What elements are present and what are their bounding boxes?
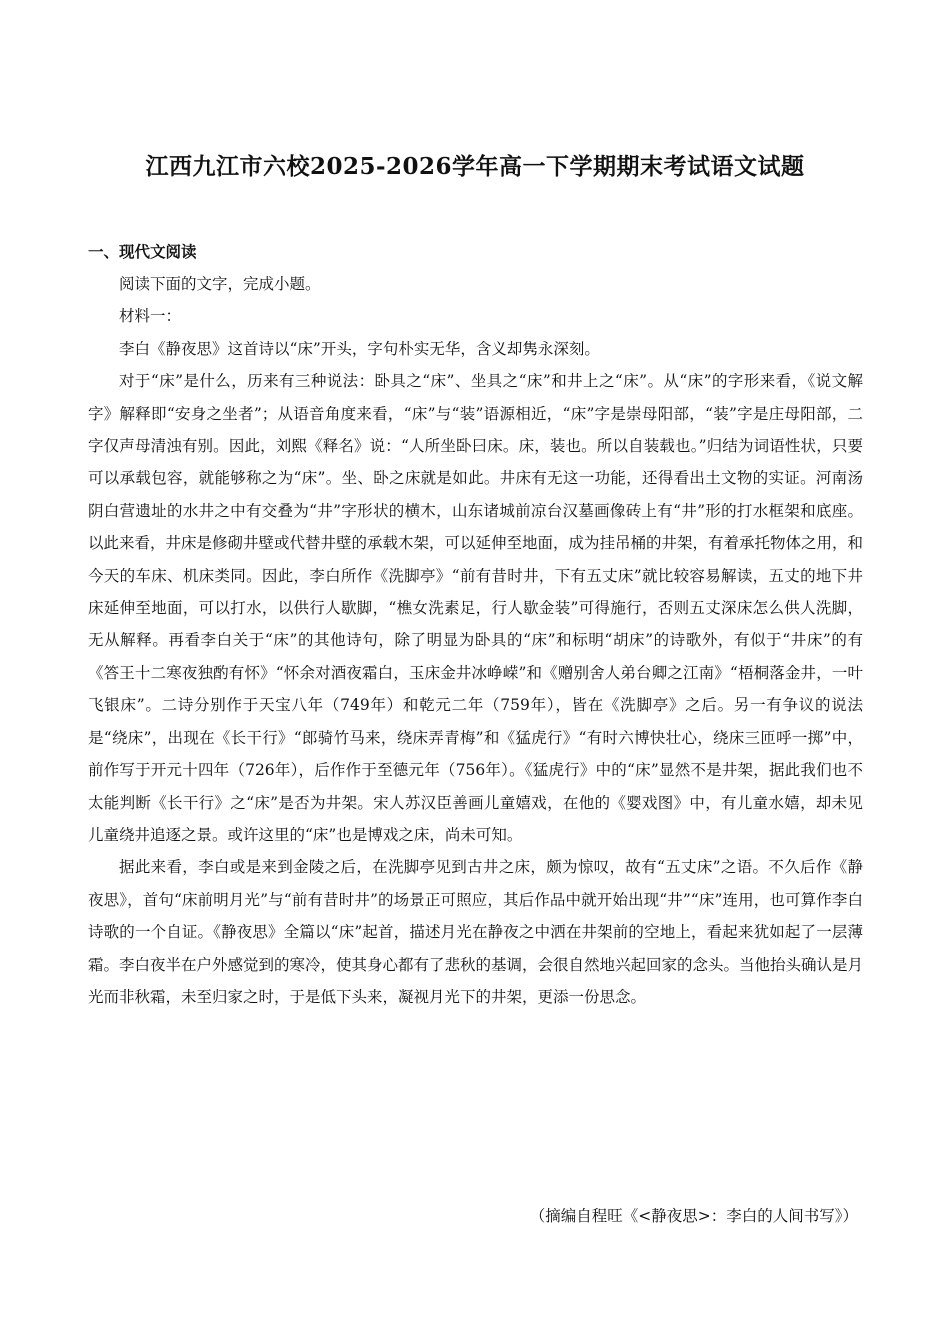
paragraph: 据此来看，李白或是来到金陵之后，在洗脚亭见到古井之床，颇为惊叹，故有“五丈床”之语。不久后作《静夜思》，首句“床前明月光”与“前有昔时井”的场景正可照应，其后作品中就开始出现“井”“床”连用，也可算作李白诗歌的一个自证。《静夜思》全篇以“床”起首，描述月光在静夜之中洒在井架前的空地上，看起来犹如起了一层薄霜。李白夜半在户外感觉到的寒冷，使其身心都有了悲秋的基调，会很自然地兴起回家的念头。当他抬头确认是月光而非秋霜，未至归家之时，于是低下头来，凝视月光下的井架，更添一份思念。 [88, 858, 864, 1006]
paragraph: 李白《静夜思》这首诗以“床”开头，字句朴实无华，含义却隽永深刻。 [119, 339, 600, 358]
material-label: 材料一： [119, 307, 182, 326]
page-title: 江西九江市六校2025-2026学年高一下学期期末考试语文试题 [145, 153, 805, 180]
body-text [88, 268, 863, 1013]
section-heading: 一、现代文阅读 [88, 242, 197, 261]
instruction-paragraph: 阅读下面的文字，完成小题。 [119, 275, 321, 293]
source-citation: （摘编自程旺《<静夜思>：李白的人间书写》） [529, 1207, 858, 1225]
paragraph: 对于“床”是什么，历来有三种说法：卧具之“床”、坐具之“床”和井上之“床”。从“床”的字形来看，《说文解字》解释即“安身之坐者”；从语音角度来看，“床”与“装”语源相近，“床”字是崇母阳部，“装”字是庄母阳部，二字仅声母清浊有别。因此，刘熙《释名》说：“人所坐卧曰床。床，装也。所以自装载也。”归结为词语性状，只要可以承载包容，就能够称之为“床”。坐、卧之床就是如此。井床有无这一功能，还得看出土文物的实证。河南汤阴白营遗址的水井之中有交叠为“井”字形状的横木，山东诸城前凉台汉墓画像砖上有“井”形的打水框架和底座。以此来看，井床是修砌井壁或代替井壁的承载木架，可以延伸至地面，成为挂吊桶的井架，有着承托物体之用，和今天的车床、机床类同。因此，李白所作《洗脚亭》“前有昔时井，下有五丈床”就比较容易解读，五丈的地下井床延伸至地面，可以打水，以供行人歇脚，“樵女洗素足，行人歇金装”可得施行，否则五丈深床怎么供人洗脚，无从解释。再看李白关于“床”的其他诗句，除了明显为卧具的“床”和标明“胡床”的诗歌外，有似于“井床”的有《答王十二寒夜独酌有怀》“怀余对酒夜霜白，玉床金井冰峥嵘”和《赠别舍人弟台卿之江南》“梧桐落金井，一叶飞银床”。二诗分别作于天宝八年（749年）和乾元二年（759年），皆在《洗脚亭》之后。另一有争议的说法是“绕床”，出现在《长干行》“郎骑竹马来，绕床弄青梅”和《猛虎行》“有时六博快壮心，绕床三匝呼一掷”中，前作写于开元十四年（726年），后作作于至德元年（756年）。《猛虎行》中的“床”显然不是井架，据此我们也不太能判断《长干行》之“床”是否为井架。宋人苏汉臣善画儿童嬉戏，在他的《婴戏图》中，有儿童水嬉，却未见儿童绕井追逐之景。或许这里的“床”也是博戏之床，尚未可知。 [88, 372, 864, 844]
